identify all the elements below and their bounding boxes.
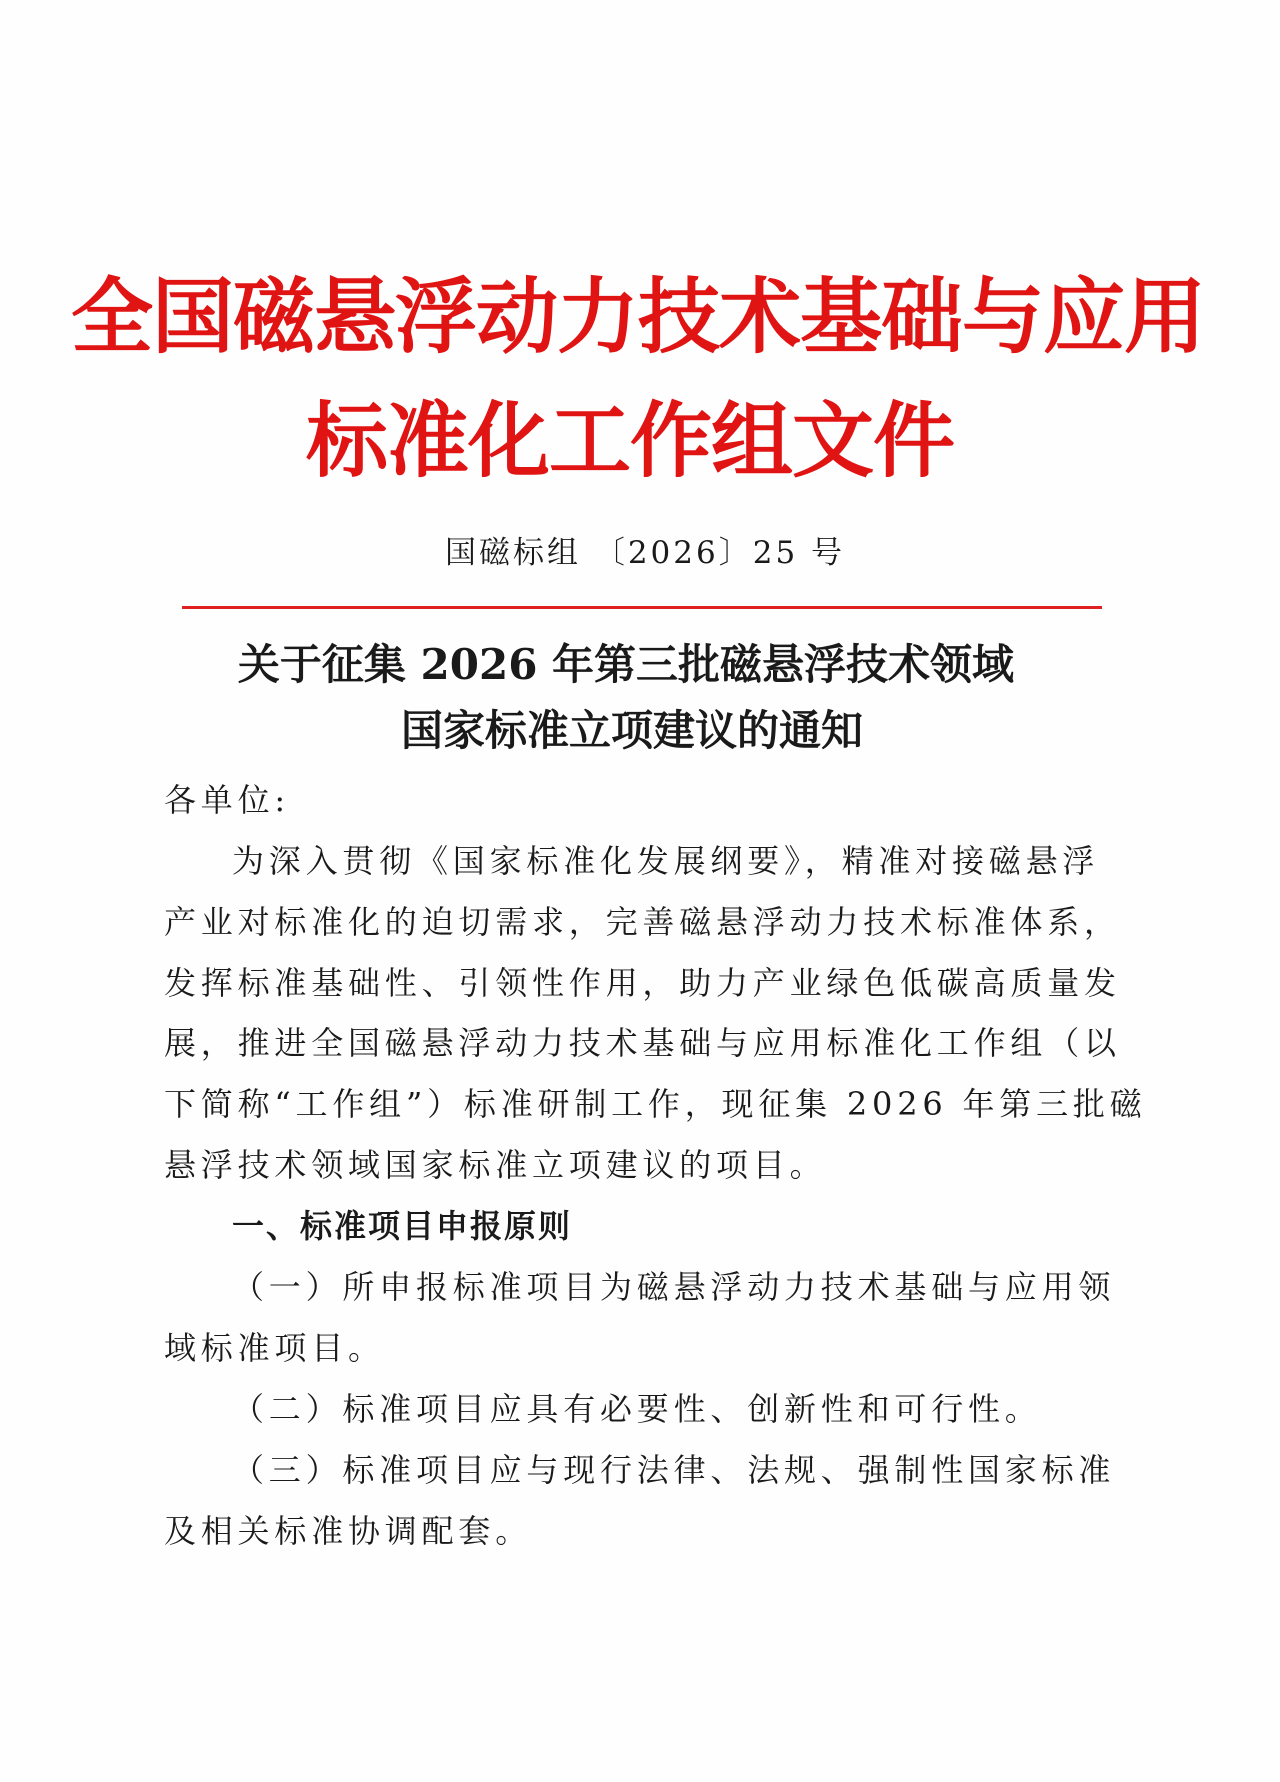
salutation: 各单位:	[164, 781, 290, 819]
header-title-line-2: 标准化工作组文件	[305, 394, 954, 489]
paragraph-line: 展，推进全国磁悬浮动力技术基础与应用标准化工作组（以	[164, 1024, 1121, 1062]
principle-item-2: （二）标准项目应具有必要性、创新性和可行性。	[232, 1390, 1042, 1428]
document-number: 国磁标组 〔2026〕25 号	[444, 535, 846, 571]
notice-title-line-2: 国家标准立项建议的通知	[400, 706, 863, 755]
principle-item-3-line-1: （三）标准项目应与现行法律、法规、强制性国家标准	[232, 1451, 1116, 1489]
principle-item-3-line-2: 及相关标准协调配套。	[164, 1512, 533, 1550]
principle-item-1-line-2: 域标准项目。	[164, 1329, 385, 1367]
paragraph-line: 发挥标准基础性、引领性作用，助力产业绿色低碳高质量发	[164, 964, 1121, 1002]
principle-item-1-line-1: （一）所申报标准项目为磁悬浮动力技术基础与应用领	[232, 1268, 1116, 1306]
notice-title-line-1: 关于征集 2026 年第三批磁悬浮技术领域	[237, 640, 1015, 689]
section-heading: 一、标准项目申报原则	[232, 1207, 573, 1245]
red-divider-line	[182, 606, 1102, 609]
paragraph-line: 为深入贯彻《国家标准化发展纲要》，精准对接磁悬浮	[232, 842, 1100, 880]
paragraph-line: 悬浮技术领域国家标准立项建议的项目。	[164, 1146, 827, 1184]
paragraph-line: 产业对标准化的迫切需求，完善磁悬浮动力技术标准体系，	[164, 903, 1121, 941]
paragraph-line: 下简称“工作组”）标准研制工作，现征集 2026 年第三批磁	[164, 1085, 1147, 1123]
header-title-line-1: 全国磁悬浮动力技术基础与应用	[70, 270, 1205, 365]
